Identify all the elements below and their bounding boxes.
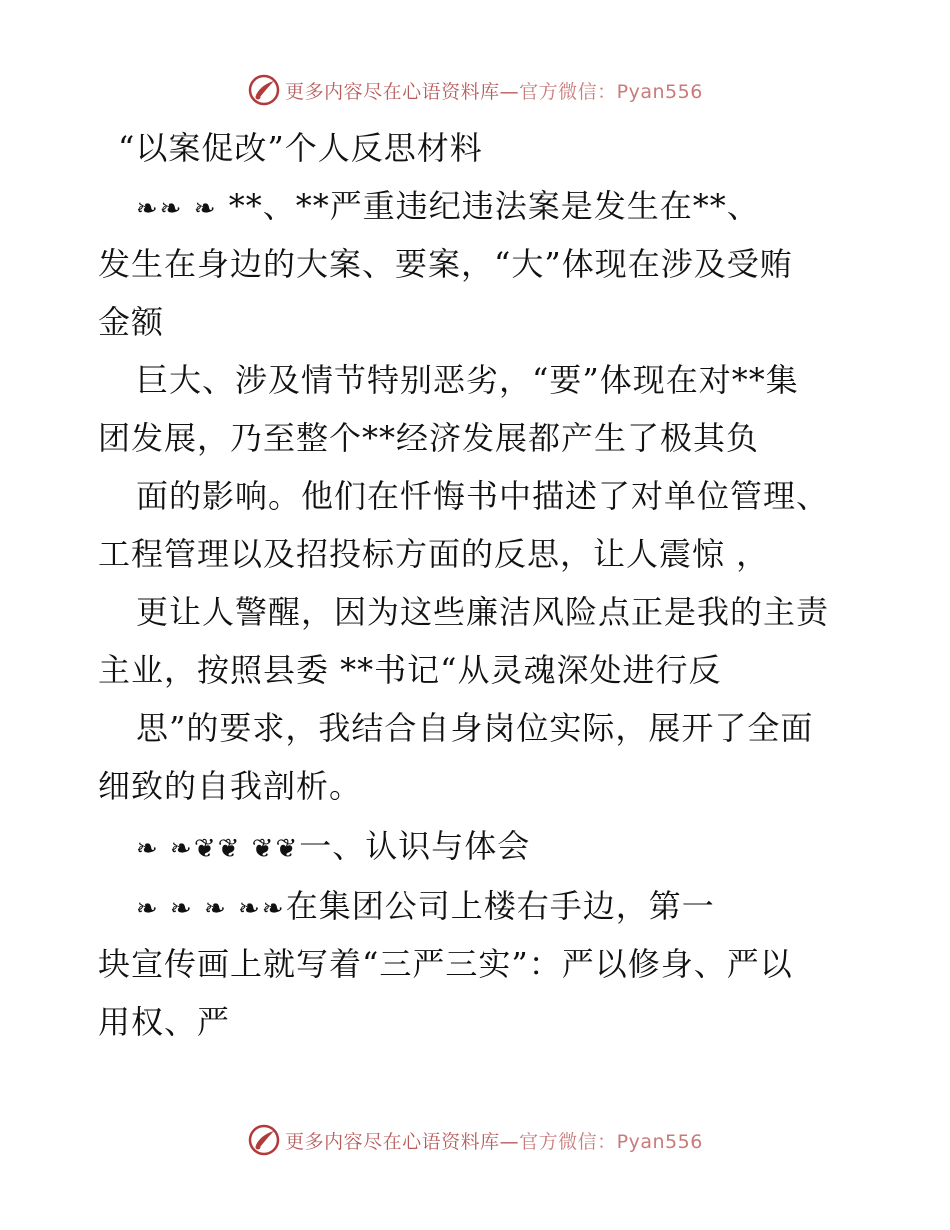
footer-watermark-text: 更多内容尽在心语资料库—官方微信：Pyan556: [285, 1130, 703, 1153]
paragraph-line: ❧❧ ❧ **、**严重违纪违法案是发生在**、: [136, 187, 760, 225]
brush-circle-logo-icon: [247, 1123, 281, 1157]
paragraph-line: 巨大、涉及情节特别恶劣，“要”体现在对**集: [136, 361, 799, 399]
paragraph-line: ❧ ❧ ❧ ❧❧在集团公司上楼右手边，第一: [136, 887, 715, 925]
paragraph-line: 主业，按照县委 **书记“从灵魂深处进行反: [98, 651, 722, 689]
section-heading: ❧ ❧❦❦ ❦❦一、认识与体会: [136, 827, 531, 865]
paragraph-line: 更让人警醒，因为这些廉洁风险点正是我的主责: [136, 593, 830, 631]
footer-wechat-text: 官方微信：Pyan556: [519, 1130, 703, 1153]
ornament-glyphs: ❧❧ ❧: [136, 194, 218, 224]
paragraph-line: 块宣传画上就写着“三严三实”：严以修身、严以: [98, 945, 793, 983]
header-watermark: [0, 70, 950, 110]
paragraph-line: 团发展，乃至整个**经济发展都产生了极其负: [98, 419, 760, 457]
footer-watermark: [0, 1120, 950, 1160]
ornament-glyphs: ❧ ❧❦❦ ❦❦: [136, 834, 300, 864]
ornament-glyphs: ❧ ❧ ❧ ❧❧: [136, 894, 286, 924]
brush-circle-logo-icon: [247, 73, 281, 107]
paragraph-line: 面的影响。他们在忏悔书中描述了对单位管理、: [136, 477, 830, 515]
paragraph-line: 发生在身边的大案、要案，“大”体现在涉及受贿: [98, 245, 793, 283]
header-wechat-text: 官方微信：Pyan556: [519, 80, 703, 103]
paragraph-line: 用权、严: [98, 1003, 231, 1041]
paragraph-line: 金额: [98, 303, 165, 341]
paragraph-line: 细致的自我剖析。: [98, 767, 363, 805]
paragraph-line: 思”的要求，我结合自身岗位实际，展开了全面: [136, 709, 814, 747]
paragraph-line: 工程管理以及招投标方面的反思，让人震惊 ，: [98, 535, 770, 573]
document-title: “以案促改”个人反思材料: [118, 129, 483, 167]
header-watermark-text: 更多内容尽在心语资料库—官方微信：Pyan556: [285, 80, 703, 103]
